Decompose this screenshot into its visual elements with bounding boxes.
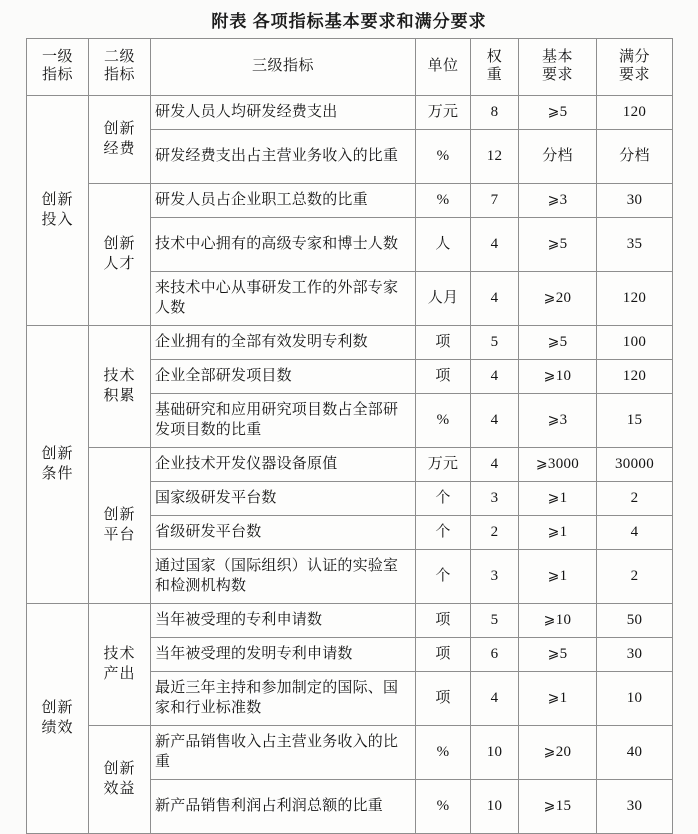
weight-cell: 4 [471,448,519,482]
level3-indicator-name: 新产品销售利润占利润总额的比重 [151,780,416,834]
basic-requirement-cell: 分档 [519,130,597,184]
level3-indicator-name: 来技术中心从事研发工作的外部专家人数 [151,272,416,326]
basic-requirement-cell: ⩾1 [519,672,597,726]
full-score-requirement-cell: 120 [597,96,673,130]
weight-cell: 4 [471,272,519,326]
weight-cell: 10 [471,780,519,834]
greater-equal-icon: ⩾ [547,411,560,428]
cell-line: 创新 [103,760,136,777]
level2-indicator-cell [89,448,151,604]
level3-indicator-name: 最近三年主持和参加制定的国际、国家和行业标准数 [151,672,416,726]
weight-cell: 8 [471,96,519,130]
unit-cell: 项 [416,360,471,394]
table-row [27,604,673,638]
weight-cell: 4 [471,672,519,726]
basic-requirement-cell: ⩾3 [519,394,597,448]
indicator-requirements-table [26,38,673,834]
cell-line: 积累 [103,387,136,404]
full-score-requirement-cell: 120 [597,360,673,394]
full-score-requirement-cell: 30000 [597,448,673,482]
greater-equal-icon: ⩾ [547,103,560,120]
unit-cell: % [416,184,471,218]
unit-cell: 项 [416,326,471,360]
weight-cell: 4 [471,218,519,272]
greater-equal-icon: ⩾ [543,797,556,814]
basic-requirement-cell: ⩾5 [519,218,597,272]
full-score-requirement-cell: 15 [597,394,673,448]
cell-line: 创新 [41,445,74,462]
table-row [27,448,673,482]
greater-equal-icon: ⩾ [547,235,560,252]
level3-indicator-name: 研发人员占企业职工总数的比重 [151,184,416,218]
full-score-requirement-cell: 30 [597,638,673,672]
level3-indicator-name: 企业全部研发项目数 [151,360,416,394]
cell-line: 创新 [41,191,74,208]
full-score-requirement-cell: 分档 [597,130,673,184]
level3-indicator-name: 国家级研发平台数 [151,482,416,516]
cell-line: 效益 [103,780,136,797]
basic-requirement-cell: ⩾10 [519,604,597,638]
cell-line: 人才 [103,255,136,272]
greater-equal-icon: ⩾ [547,523,560,540]
full-score-requirement-cell: 4 [597,516,673,550]
unit-cell: % [416,780,471,834]
basic-requirement-cell: ⩾1 [519,482,597,516]
weight-cell: 7 [471,184,519,218]
weight-cell: 10 [471,726,519,780]
level3-indicator-name: 研发人员人均研发经费支出 [151,96,416,130]
weight-cell: 3 [471,550,519,604]
unit-cell: 人 [416,218,471,272]
greater-equal-icon: ⩾ [547,489,560,506]
greater-equal-icon: ⩾ [543,289,556,306]
full-score-requirement-cell: 100 [597,326,673,360]
unit-cell: 个 [416,482,471,516]
table-header [27,39,673,96]
cell-line: 技术 [103,645,136,662]
weight-cell: 3 [471,482,519,516]
table-row [27,326,673,360]
level2-indicator-cell [89,726,151,834]
full-score-requirement-cell: 2 [597,550,673,604]
weight-cell: 5 [471,326,519,360]
page-title: 附表 各项指标基本要求和满分要求 [211,12,487,31]
greater-equal-icon: ⩾ [543,367,556,384]
cell-line: 绩效 [41,719,74,736]
greater-equal-icon: ⩾ [547,645,560,662]
unit-cell: 个 [416,550,471,604]
unit-cell: 万元 [416,96,471,130]
unit-cell: 项 [416,672,471,726]
level3-indicator-name: 当年被受理的发明专利申请数 [151,638,416,672]
column-header-level1: 一级 指标 [27,39,89,96]
basic-requirement-cell: ⩾1 [519,516,597,550]
cell-line: 投入 [41,211,74,228]
table-row [27,726,673,780]
weight-cell: 4 [471,394,519,448]
weight-cell: 4 [471,360,519,394]
level3-indicator-name: 当年被受理的专利申请数 [151,604,416,638]
cell-line: 经费 [103,140,136,157]
full-score-requirement-cell: 35 [597,218,673,272]
column-header-full-score-requirement: 满分 要求 [597,39,673,96]
level3-indicator-name: 基础研究和应用研究项目数占全部研发项目数的比重 [151,394,416,448]
unit-cell: 项 [416,604,471,638]
cell-line: 技术 [103,367,136,384]
unit-cell: % [416,726,471,780]
full-score-requirement-cell: 2 [597,482,673,516]
greater-equal-icon: ⩾ [535,455,548,472]
basic-requirement-cell: ⩾3 [519,184,597,218]
basic-requirement-cell: ⩾20 [519,726,597,780]
level3-indicator-name: 新产品销售收入占主营业务收入的比重 [151,726,416,780]
basic-requirement-cell: ⩾5 [519,326,597,360]
level3-indicator-name: 技术中心拥有的高级专家和博士人数 [151,218,416,272]
level2-indicator-cell [89,96,151,184]
full-score-requirement-cell: 40 [597,726,673,780]
level1-indicator-cell [27,96,89,326]
full-score-requirement-cell: 50 [597,604,673,638]
cell-line: 创新 [41,699,74,716]
basic-requirement-cell: ⩾3000 [519,448,597,482]
cell-line: 条件 [41,465,74,482]
cell-line: 创新 [103,506,136,523]
column-header-basic-requirement: 基本 要求 [519,39,597,96]
weight-cell: 6 [471,638,519,672]
basic-requirement-cell: ⩾5 [519,96,597,130]
cell-line: 创新 [103,120,136,137]
greater-equal-icon: ⩾ [547,333,560,350]
level2-indicator-cell [89,604,151,726]
column-header-level2: 二级 指标 [89,39,151,96]
greater-equal-icon: ⩾ [543,611,556,628]
basic-requirement-cell: ⩾20 [519,272,597,326]
unit-cell: 万元 [416,448,471,482]
level3-indicator-name: 通过国家（国际组织）认证的实验室和检测机构数 [151,550,416,604]
column-header-unit: 单位 [416,39,471,96]
table-row [27,96,673,130]
level3-indicator-name: 企业拥有的全部有效发明专利数 [151,326,416,360]
greater-equal-icon: ⩾ [543,743,556,760]
column-header-weight: 权 重 [471,39,519,96]
greater-equal-icon: ⩾ [547,567,560,584]
unit-cell: % [416,394,471,448]
basic-requirement-cell: ⩾10 [519,360,597,394]
unit-cell: 人月 [416,272,471,326]
weight-cell: 2 [471,516,519,550]
unit-cell: % [416,130,471,184]
level3-indicator-name: 研发经费支出占主营业务收入的比重 [151,130,416,184]
level3-indicator-name: 省级研发平台数 [151,516,416,550]
basic-requirement-cell: ⩾5 [519,638,597,672]
basic-requirement-cell: ⩾1 [519,550,597,604]
column-header-level3: 三级指标 [151,39,416,96]
full-score-requirement-cell: 120 [597,272,673,326]
level2-indicator-cell [89,184,151,326]
cell-line: 产出 [103,665,136,682]
greater-equal-icon: ⩾ [547,191,560,208]
cell-line: 平台 [103,526,136,543]
cell-line: 创新 [103,235,136,252]
level3-indicator-name: 企业技术开发仪器设备原值 [151,448,416,482]
full-score-requirement-cell: 10 [597,672,673,726]
full-score-requirement-cell: 30 [597,780,673,834]
table-header-row [27,39,673,96]
weight-cell: 12 [471,130,519,184]
full-score-requirement-cell: 30 [597,184,673,218]
level1-indicator-cell [27,326,89,604]
level1-indicator-cell [27,604,89,834]
level2-indicator-cell [89,326,151,448]
unit-cell: 项 [416,638,471,672]
unit-cell: 个 [416,516,471,550]
weight-cell: 5 [471,604,519,638]
greater-equal-icon: ⩾ [547,689,560,706]
table-body [27,96,673,834]
table-row [27,184,673,218]
basic-requirement-cell: ⩾15 [519,780,597,834]
